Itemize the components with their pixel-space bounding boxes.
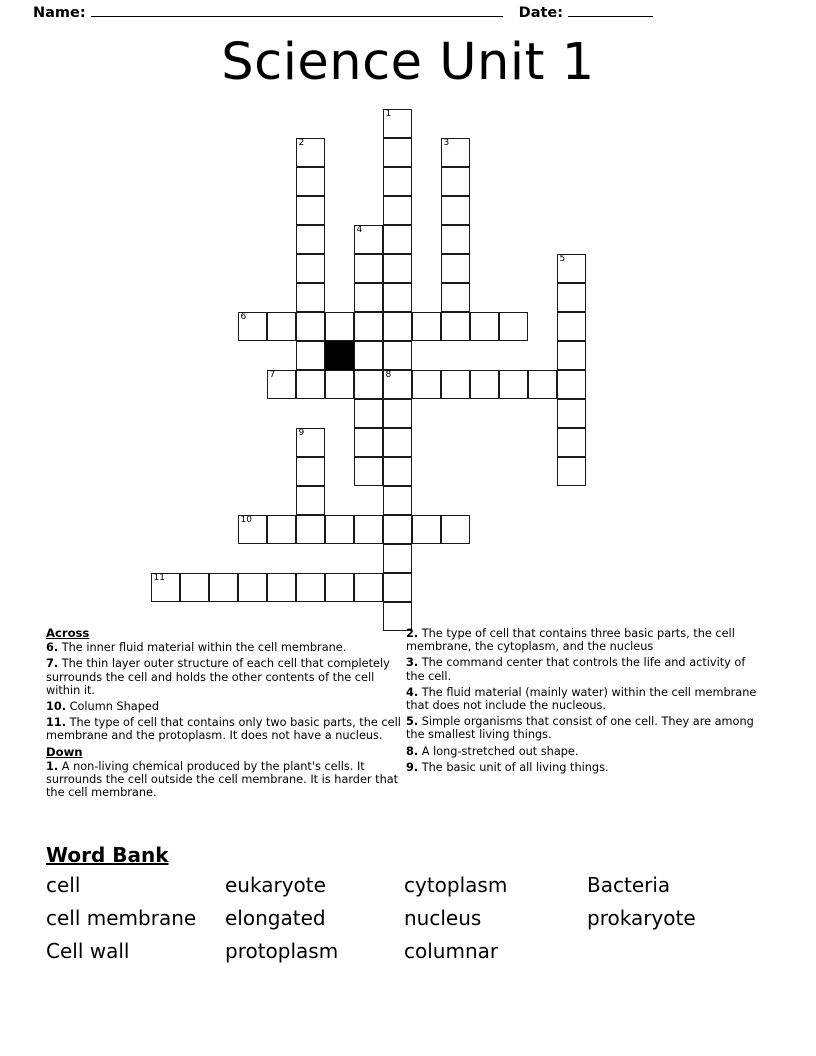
word-bank-word: elongated [225, 906, 326, 930]
word-bank-word: cytoplasm [404, 873, 508, 897]
clue-text: The thin layer outer structure of each cell that completely surrounds the cell and holds the other contents of the cell within it. [46, 657, 390, 697]
grid-cell[interactable] [354, 341, 383, 370]
clue-number: 5. [406, 715, 419, 729]
grid-cell[interactable] [383, 167, 412, 196]
grid-cell[interactable] [383, 515, 412, 544]
grid-cell[interactable] [383, 196, 412, 225]
grid-cell-number: 9 [298, 428, 305, 438]
clue-item [406, 761, 761, 774]
grid-cell[interactable] [383, 225, 412, 254]
word-bank-list [46, 871, 776, 965]
grid-cell-number: 5 [559, 254, 566, 264]
clue-item [406, 656, 761, 682]
clues-column-right [406, 627, 761, 777]
grid-cell[interactable] [354, 399, 383, 428]
clue-number: 4. [406, 685, 419, 699]
grid-cell[interactable] [151, 573, 180, 602]
clue-item [46, 641, 401, 654]
word-bank-word [587, 937, 767, 965]
grid-cell[interactable] [296, 573, 325, 602]
grid-cell[interactable] [557, 399, 586, 428]
grid-cell[interactable] [354, 254, 383, 283]
grid-cell[interactable] [441, 370, 470, 399]
across-clue-list [46, 641, 401, 742]
grid-cell[interactable] [180, 573, 209, 602]
clue-number: 11. [46, 716, 67, 730]
grid-cell[interactable] [296, 283, 325, 312]
clue-text: The command center that controls the life and activity of the cell. [406, 656, 746, 683]
clue-text: The inner fluid material within the cell membrane. [58, 641, 347, 655]
clue-text: The type of cell that contains three basic parts, the cell membrane, the cytoplasm, and the nucleus [406, 627, 735, 654]
grid-cell[interactable] [325, 370, 354, 399]
grid-cell[interactable] [441, 254, 470, 283]
grid-cell[interactable] [412, 515, 441, 544]
grid-cell[interactable] [296, 196, 325, 225]
clue-number: 10. [46, 700, 67, 714]
grid-cell[interactable] [412, 312, 441, 341]
grid-cell[interactable] [325, 573, 354, 602]
grid-cell-number: 6 [240, 312, 247, 322]
grid-cell[interactable] [441, 225, 470, 254]
clue-item [406, 715, 761, 741]
down-heading: Down [46, 744, 83, 759]
clue-text: Simple organisms that consist of one cell. They are among the smallest living things. [406, 715, 754, 742]
grid-cell-number: 3 [443, 138, 450, 148]
grid-cell[interactable] [296, 167, 325, 196]
grid-cell-blocked [325, 341, 354, 370]
grid-cell[interactable] [441, 138, 470, 167]
grid-cell[interactable] [441, 515, 470, 544]
clue-number: 2. [406, 627, 419, 640]
word-bank-word: columnar [404, 939, 499, 963]
clue-item [406, 627, 761, 653]
clue-text: The fluid material (mainly water) within the cell membrane that does not include the nucleous. [406, 685, 757, 713]
clue-number: 3. [406, 656, 419, 670]
clue-number: 9. [406, 760, 419, 774]
grid-cell[interactable] [354, 428, 383, 457]
grid-cell[interactable] [296, 486, 325, 515]
clue-number: 6. [46, 641, 59, 655]
clue-text: The type of cell that contains only two basic parts, the cell membrane and the protoplasm. It does not have a nucleus. [46, 716, 401, 743]
grid-cell[interactable] [441, 167, 470, 196]
grid-cell[interactable] [383, 312, 412, 341]
clue-item [46, 700, 401, 713]
grid-cell[interactable] [557, 312, 586, 341]
grid-cell-number: 2 [298, 138, 305, 148]
grid-cell[interactable] [557, 457, 586, 486]
down-clue-list-right [406, 627, 761, 774]
grid-cell[interactable] [441, 283, 470, 312]
across-heading: Across [46, 626, 90, 640]
grid-cell[interactable] [296, 312, 325, 341]
grid-cell-number: 11 [153, 573, 165, 583]
grid-cell[interactable] [296, 457, 325, 486]
word-bank-section [46, 843, 776, 965]
grid-cell-number: 8 [385, 370, 392, 380]
grid-cell[interactable] [557, 341, 586, 370]
grid-cell[interactable] [383, 544, 412, 573]
grid-cell[interactable] [441, 196, 470, 225]
grid-cell[interactable] [557, 283, 586, 312]
grid-cell[interactable] [354, 457, 383, 486]
grid-cell-number: 7 [269, 370, 276, 380]
clue-text: A non-living chemical produced by the plant's cells. It surrounds the cell outside the cell membrane. It is harder that the cell membrane. [46, 759, 399, 800]
grid-cell[interactable] [238, 573, 267, 602]
grid-cell[interactable] [499, 370, 528, 399]
word-bank-word: eukaryote [225, 873, 326, 897]
word-bank-word: Bacteria [587, 873, 671, 897]
grid-cell[interactable] [354, 283, 383, 312]
word-bank-word: cell membrane [46, 906, 197, 930]
grid-cell[interactable] [296, 428, 325, 457]
grid-cell[interactable] [383, 341, 412, 370]
word-bank-word: nucleus [404, 906, 482, 930]
grid-cell-number: 10 [240, 515, 252, 525]
word-bank-word: prokaryote [587, 906, 696, 930]
clue-number: 1. [46, 759, 59, 773]
grid-cell[interactable] [557, 428, 586, 457]
grid-cell[interactable] [383, 457, 412, 486]
grid-cell[interactable] [383, 109, 412, 138]
grid-cell[interactable] [267, 370, 296, 399]
down-clue-list-left [46, 760, 401, 800]
grid-cell[interactable] [238, 312, 267, 341]
grid-cell[interactable] [354, 370, 383, 399]
grid-cell[interactable] [470, 312, 499, 341]
grid-cell[interactable] [557, 370, 586, 399]
clue-item [46, 657, 401, 697]
grid-cell[interactable] [412, 370, 441, 399]
grid-cell[interactable] [296, 225, 325, 254]
grid-cell[interactable] [325, 312, 354, 341]
word-bank-word: cell [46, 873, 81, 897]
grid-cell[interactable] [354, 573, 383, 602]
grid-cell[interactable] [296, 370, 325, 399]
page-title: Science Unit 1 [221, 33, 595, 92]
grid-cell[interactable] [383, 370, 412, 399]
grid-cell-number: 4 [356, 225, 363, 235]
clue-item [46, 716, 401, 742]
grid-cell[interactable] [296, 138, 325, 167]
grid-cell[interactable] [354, 225, 383, 254]
grid-cell[interactable] [441, 312, 470, 341]
grid-cell[interactable] [528, 370, 557, 399]
grid-cell-number: 1 [385, 109, 392, 119]
grid-cell[interactable] [354, 312, 383, 341]
grid-cell[interactable] [383, 428, 412, 457]
clue-number: 8. [406, 744, 419, 758]
name-label: Name: [33, 5, 86, 21]
grid-cell[interactable] [238, 515, 267, 544]
clue-item [406, 745, 761, 758]
word-bank-word: protoplasm [225, 939, 339, 963]
clue-text: A long-stretched out shape. [418, 744, 579, 758]
grid-cell[interactable] [325, 515, 354, 544]
grid-cell[interactable] [296, 341, 325, 370]
clues-section [0, 627, 816, 832]
clues-column-left [46, 627, 401, 802]
clue-item [46, 760, 401, 800]
grid-cell[interactable] [267, 515, 296, 544]
grid-cell[interactable] [557, 254, 586, 283]
grid-cell[interactable] [267, 312, 296, 341]
grid-cell[interactable] [383, 254, 412, 283]
clue-text: Column Shaped [66, 700, 160, 714]
word-bank-title: Word Bank [46, 843, 169, 867]
grid-cell[interactable] [267, 573, 296, 602]
grid-cell[interactable] [383, 283, 412, 312]
clue-number: 7. [46, 657, 59, 671]
grid-cell[interactable] [383, 486, 412, 515]
grid-cell[interactable] [383, 399, 412, 428]
grid-cell[interactable] [296, 254, 325, 283]
word-bank-word: Cell wall [46, 939, 130, 963]
grid-cell[interactable] [383, 573, 412, 602]
grid-cell[interactable] [209, 573, 238, 602]
clue-item [406, 686, 761, 712]
grid-cell[interactable] [383, 138, 412, 167]
grid-cell[interactable] [499, 312, 528, 341]
grid-cell[interactable] [354, 515, 383, 544]
clue-text: The basic unit of all living things. [418, 760, 609, 774]
grid-cell[interactable] [470, 370, 499, 399]
grid-cell[interactable] [296, 515, 325, 544]
date-label: Date: [518, 5, 564, 21]
